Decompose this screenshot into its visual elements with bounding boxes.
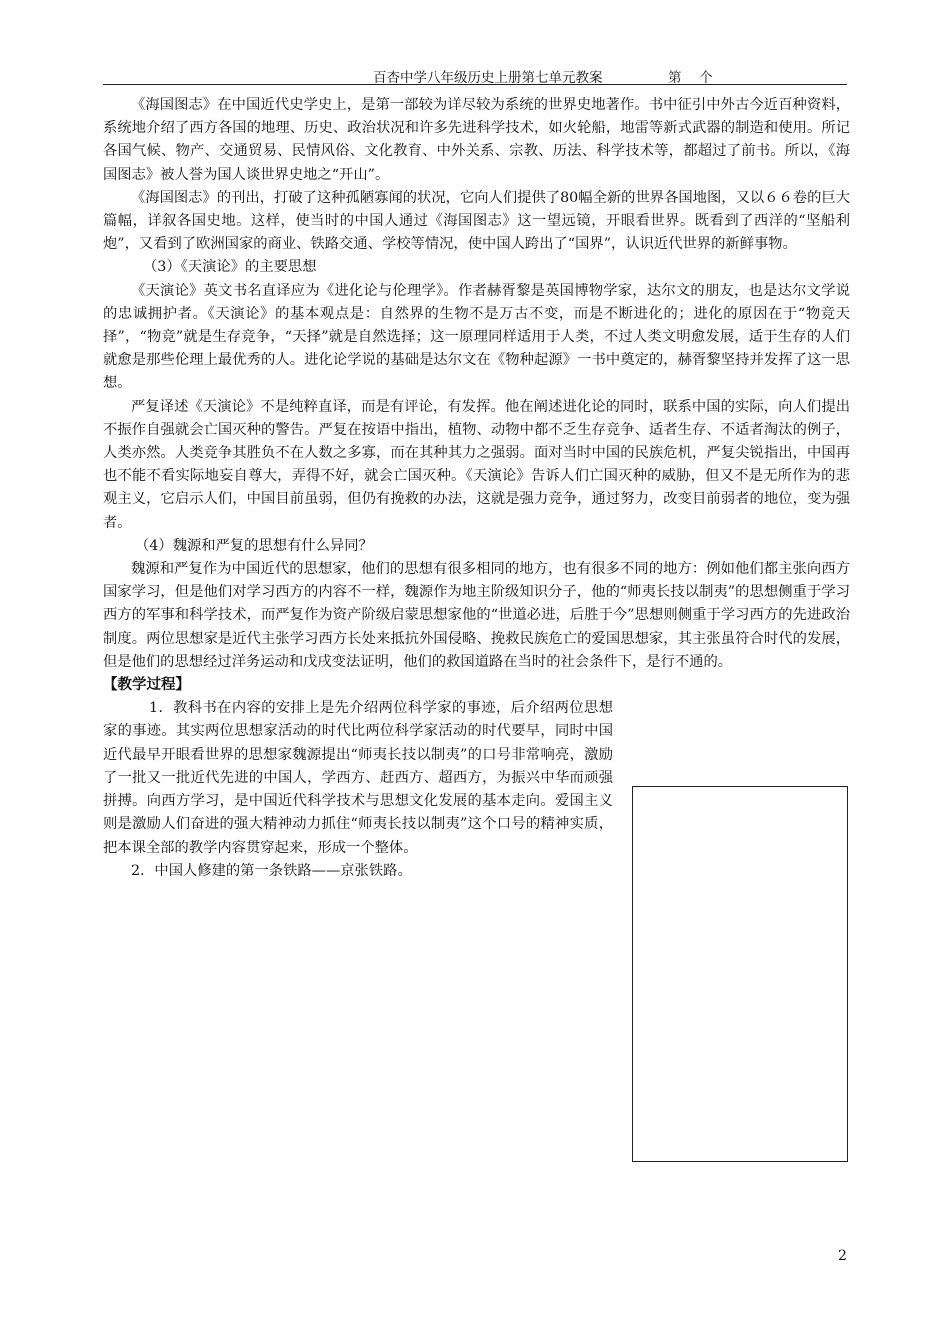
subheading-comparison: （4）魏源和严复的思想有什么异同？	[135, 537, 373, 554]
teaching-process-content	[103, 697, 613, 883]
section-heading-teaching-process: 【教学过程】	[103, 677, 190, 694]
notes-box	[632, 786, 848, 1162]
teaching-point-2: 2．中国人修建的第一条铁路——京张铁路。	[131, 862, 412, 879]
paragraph-yanfu-translation: 严复译述《天演论》不是纯粹直译，而是有评论，有发挥。他在阐述进化论的同时，联系中国的实际，向人们提出不振作自强就会亡国灭种的警告。严复在按语中指出，植物、动物中都不乏生存竞争、适者生存、不适者淘汰的例子，人类亦然。人类竞争其胜负不在人数之多寡，而在其种其力之强弱。面对当时中国的民族危机，严复尖锐指出，中国再也不能不看实际地妄自尊大，弄得不好，就会亡国灭种。《天演论》告诉人们亡国灭种的威胁，但又不是无所作为的悲观主义，它启示人们，中国目前虽弱，但仍有挽救的办法，这就是强力竞争，通过努力，改变目前弱者的地位，变为强者。	[103, 398, 850, 531]
page-header	[103, 64, 847, 85]
paragraph-comparison: 魏源和严复作为中国近代的思想家，他们的思想有很多相同的地方，也有很多不同的地方：例如他们都主张向西方国家学习，但是他们对学习西方的内容不一样，魏源作为地主阶级知识分子，他的“师夷长技以制夷”的思想侧重于学习西方的军事和科学技术，而严复作为资产阶级启蒙思想家他的“世道必进，后胜于今”思想则侧重于学习西方的先进政治制度。两位思想家是近代主张学习西方长处来抵抗外国侵略、挽救民族危亡的爱国思想家，其主张虽符合时代的发展，但是他们的思想经过洋务运动和戊戌变法证明，他们的救国道路在当时的社会条件下，是行不通的。	[103, 561, 850, 670]
page-label: 第 个	[668, 70, 713, 86]
document-body	[103, 94, 850, 883]
paragraph-haiguotuzhi-impact: 《海国图志》的刊出，打破了这种孤陋寡闻的状况，它向人们提供了80幅全新的世界各国地图，又以６６卷的巨大篇幅，详叙各国史地。这样，使当时的中国人通过《海国图志》这一望远镜，开眼看世界。既看到了西洋的“坚船利炮”，又看到了欧洲国家的商业、铁路交通、学校等情况，使中国人跨出了“国界”，认识近代世界的新鲜事物。	[103, 189, 850, 253]
page-number: 2	[838, 1248, 847, 1264]
subheading-tianyanlun: （3）《天演论》的主要思想	[143, 259, 317, 276]
teaching-point-1: 1．教科书在内容的安排上是先介绍两位科学家的事迹，后介绍两位思想家的事迹。其实两位思想家活动的时代比两位科学家活动的时代要早，同时中国近代最早开眼看世界的思想家魏源提出“师夷长技以制夷”的口号非常响亮，激励了一批又一批近代先进的中国人，学西方、赶西方、超西方，为振兴中华而顽强拼搏。向西方学习，是中国近代科学技术与思想文化发展的基本走向。爱国主义则是激励人们奋进的强大精神动力抓住“师夷长技以制夷”这个口号的精神实质，把本课全部的教学内容贯穿起来，形成一个整体。	[103, 700, 613, 856]
paragraph-haiguotuzhi-intro: 《海国图志》在中国近代史学史上，是第一部较为详尽较为系统的世界史地著作。书中征引中外古今近百种资料，系统地介绍了西方各国的地理、历史、政治状况和许多先进科学技术，如火轮船，地雷等新式武器的制造和使用。所记各国气候、物产、交通贸易、民情风俗、文化教育、中外关系、宗教、历法、科学技术等，都超过了前书。所以，《海国图志》被人誉为国人谈世界史地之“开山”。	[103, 97, 850, 183]
document-title: 百杏中学八年级历史上册第七单元教案	[373, 70, 603, 86]
paragraph-tianyanlun-ideas: 《天演论》英文书名直译应为《进化论与伦理学》。作者赫胥黎是英国博物学家，达尔文的朋友，也是达尔文学说的忠诚拥护者。《天演论》的基本观点是：自然界的生物不是万古不变，而是不断进化的；进化的原因在于“物竞天择”，“物竞”就是生存竞争，“天择”就是自然选择；这一原理同样适用于人类，不过人类文明愈发展，适于生存的人们就愈是那些伦理上最优秀的人。进化论学说的基础是达尔文在《物种起源》一书中奠定的，赫胥黎坚持并发挥了这一思想。	[103, 282, 850, 392]
